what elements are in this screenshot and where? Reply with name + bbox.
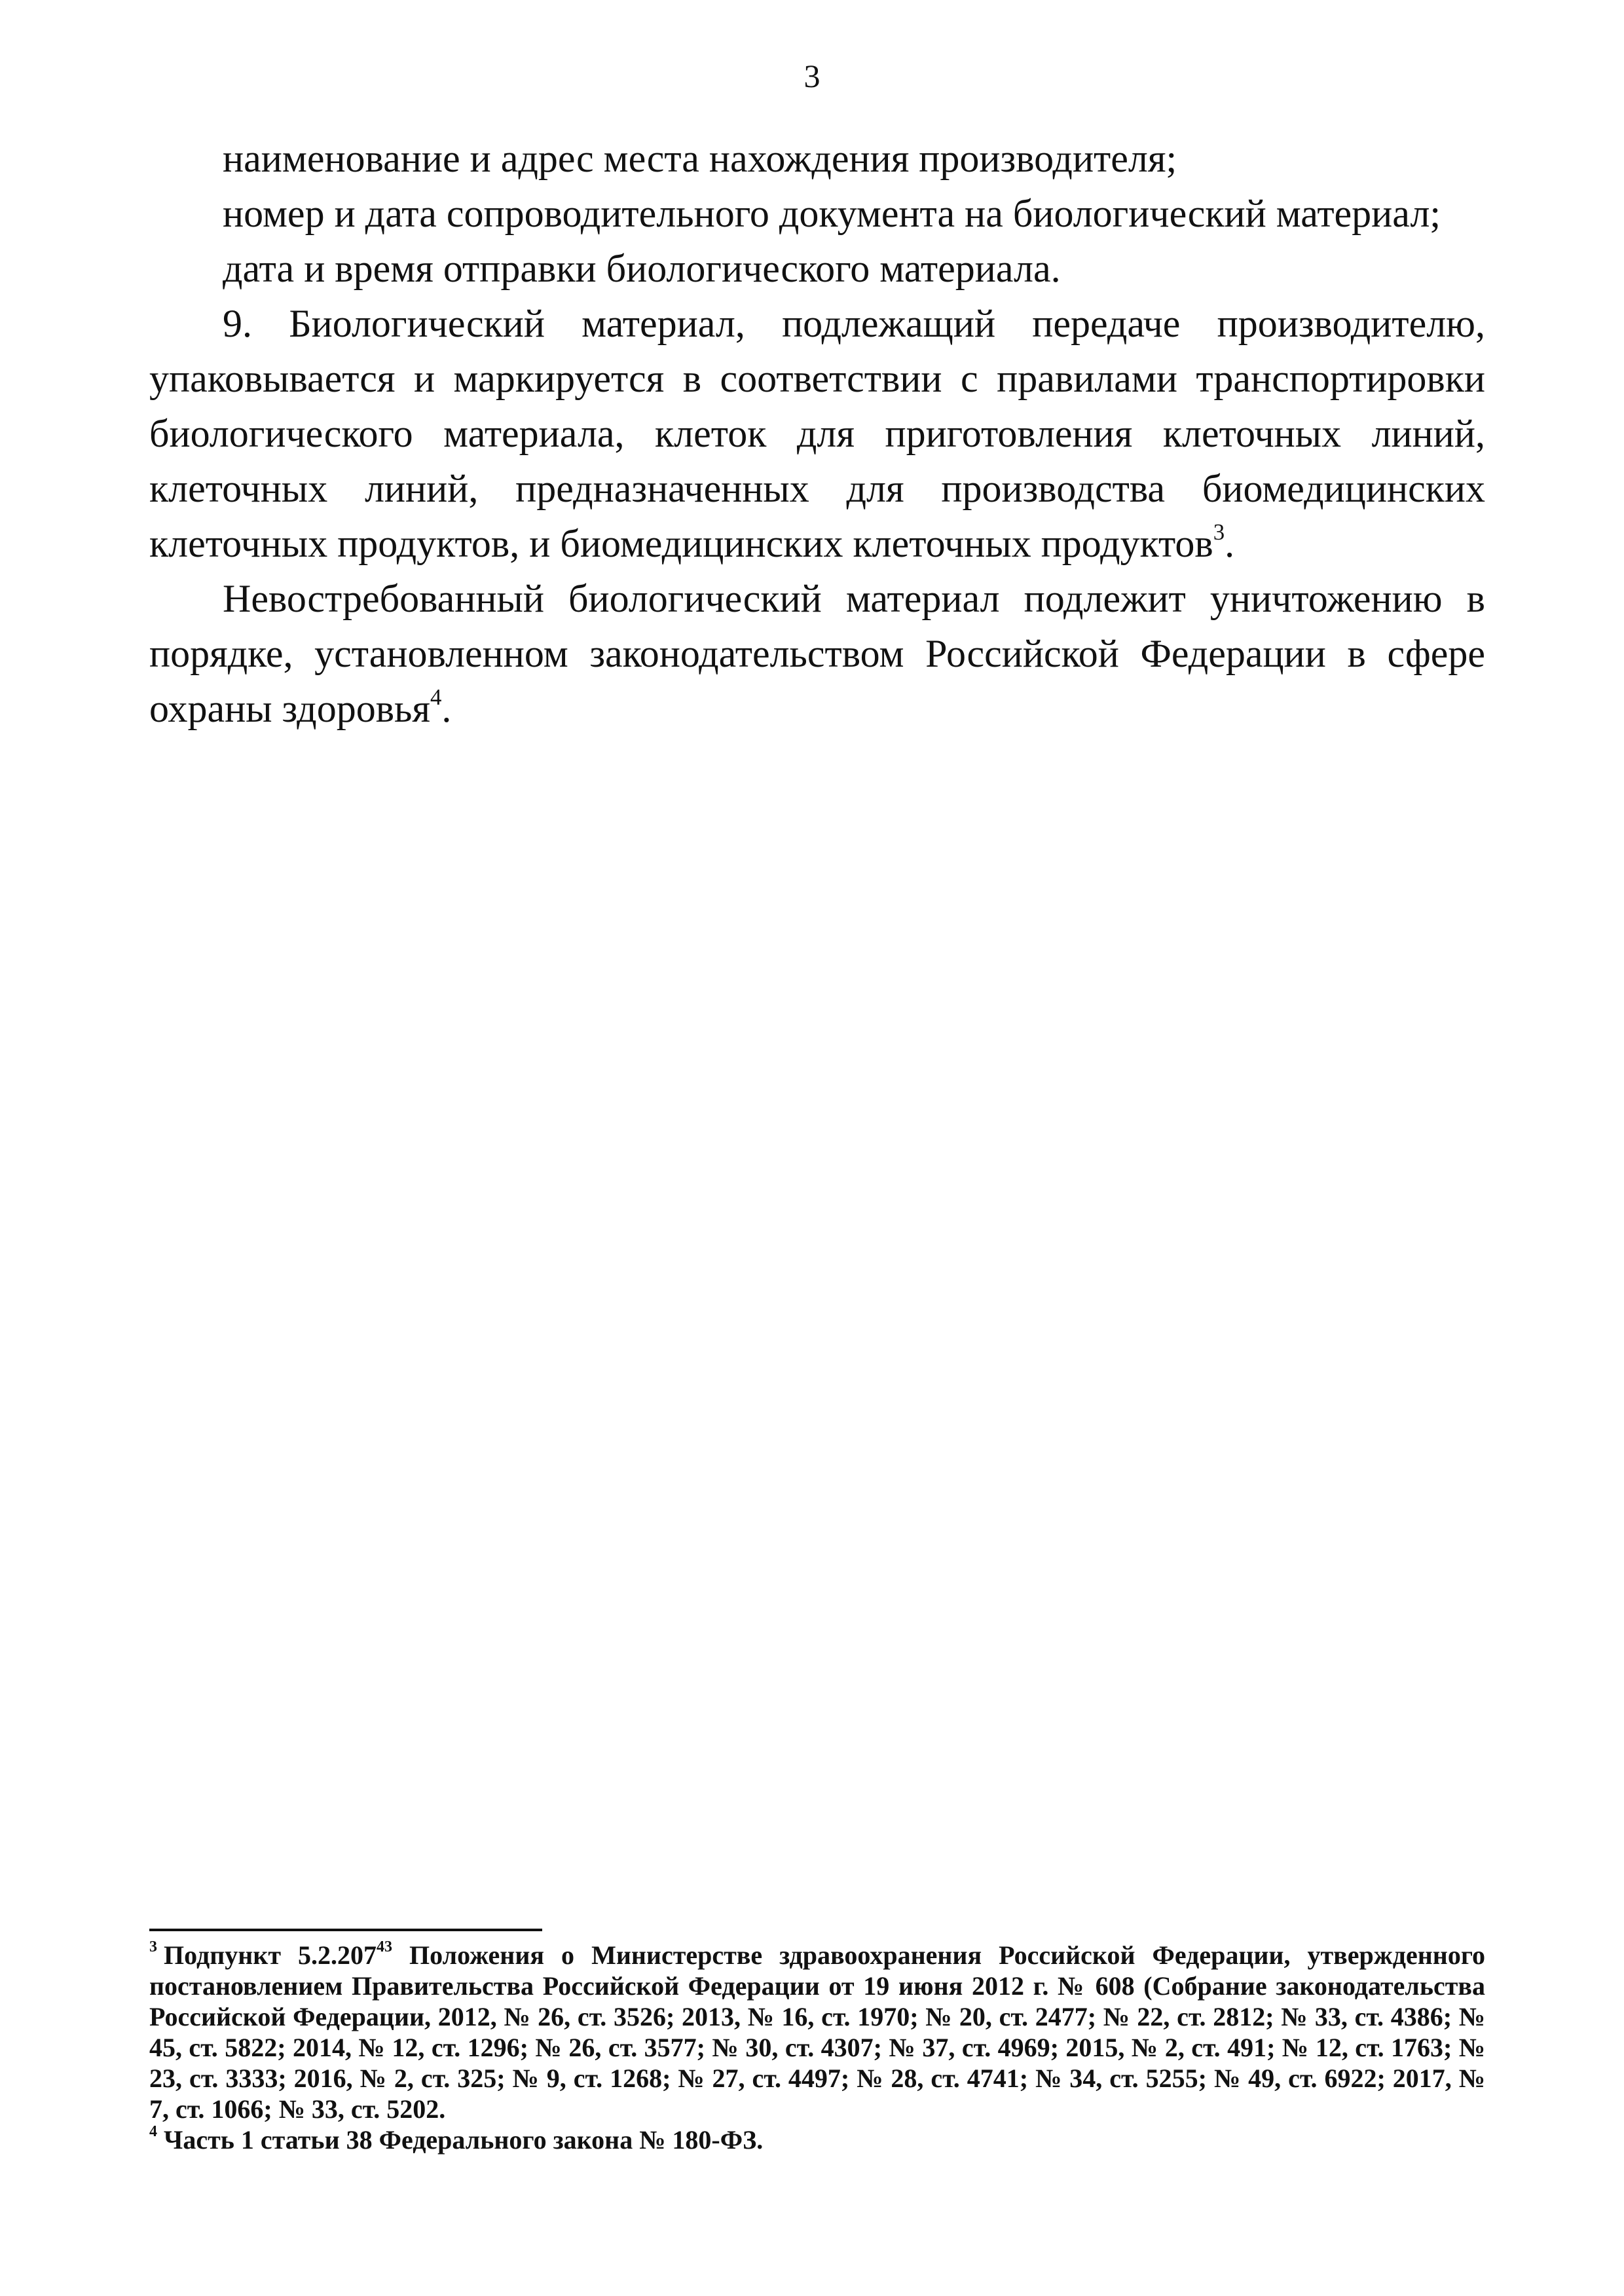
document-body <box>149 131 1485 736</box>
paragraph-unclaimed-text: Невостребованный биологический материал подлежит уничтожению в порядке, установленном законодательством Российской Федерации в сфере охраны здоровья <box>149 577 1485 730</box>
page-number: 3 <box>803 58 821 94</box>
item-producer-name-address: наименование и адрес места нахождения производителя; <box>223 137 1177 180</box>
item-dispatch-date-time: дата и время отправки биологического материала. <box>223 247 1061 290</box>
footnote-4-text: Часть 1 статьи 38 Федерального закона № 180-ФЗ. <box>164 2125 764 2155</box>
paragraph-9-text: 9. Биологический материал, подлежащий передаче производителю, упаковывается и маркируется в соответствии с правилами транспортировки биологического материала, клеток для приготовления клеточных линий, клеточных линий, предназначенных для производства биомедицинских клеточных продуктов, и биомедицинских клеточных продуктов <box>149 302 1485 565</box>
footnote-3-superscript: 43 <box>377 1938 393 1955</box>
footnote-separator <box>149 1929 542 1931</box>
footnote-3-text-before: Подпункт 5.2.207 <box>164 1940 377 1970</box>
footnote-3 <box>149 1940 1485 2124</box>
footnote-3-text-after: Положения о Министерстве здравоохранения Российской Федерации, утвержденного постановлением Правительства Российской Федерации от 19 июня 2012 г. № 608 (Собрание законодательства Российской Федерации, 2012, № 26, ст. 3526; 2013, № 16, ст. 1970; № 20, ст. 2477; № 22, ст. 2812; № 33, ст. 4386; № 45, ст. 5822; 2014, № 12, ст. 1296; № 26, ст. 3577; № 30, ст. 4307; № 37, ст. 4969; 2015, № 2, ст. 491; № 12, ст. 1763; № 23, ст. 3333; 2016, № 2, ст. 325; № 9, ст. 1268; № 27, ст. 4497; № 28, ст. 4741; № 34, ст. 5255; № 49, ст. 6922; 2017, № 7, ст. 1066; № 33, ст. 5202. <box>149 1940 1485 2124</box>
footnote-3-marker: 3 <box>149 1938 157 1955</box>
paragraph-unclaimed-end: . <box>441 687 452 730</box>
footnotes <box>149 1940 1485 2155</box>
footnote-4 <box>149 2124 1485 2155</box>
paragraph-9-end: . <box>1225 522 1235 565</box>
footnote-ref-3[interactable]: 3 <box>1213 519 1225 545</box>
item-document-number-date: номер и дата сопроводительного документа на биологический материал; <box>223 192 1441 235</box>
paragraph-unclaimed-material <box>149 571 1485 736</box>
footnote-4-marker: 4 <box>149 2122 157 2140</box>
footnote-ref-4[interactable]: 4 <box>430 684 442 710</box>
paragraph-9 <box>149 296 1485 571</box>
